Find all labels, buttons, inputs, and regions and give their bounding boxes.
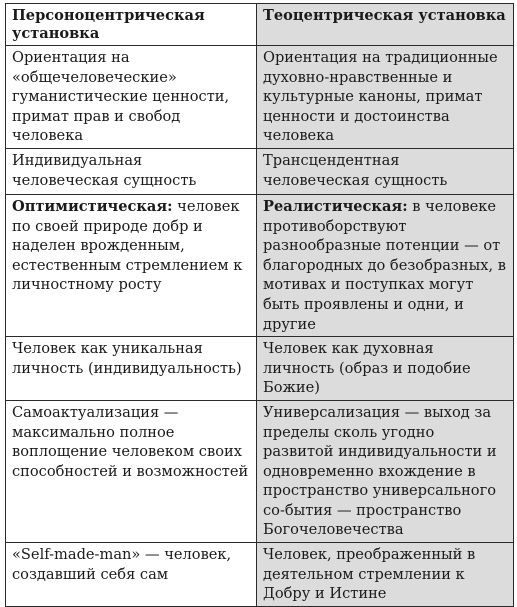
cell-left: «Self-made-man» — человек, создавший себя сам	[6, 543, 257, 607]
table-row	[6, 543, 514, 607]
cell-label: Реалистическая:	[263, 197, 408, 215]
cell-left: Самоактуализация — максимально полное воплощение человеком своих способностей и возможностей	[6, 400, 257, 542]
cell-right	[257, 194, 514, 336]
header-personocentric: Персоноцентрическая установка	[6, 4, 257, 46]
cell-text: в человеке противоборствуют разнообразные потенции — от благородных до безобразных, в мотивах и поступках могут быть проявлены и одни, и другие	[263, 197, 506, 333]
table-row	[6, 148, 514, 194]
cell-right: Человек как духовная личность (образ и подобие Божие)	[257, 337, 514, 401]
cell-right: Трансцендентная человеческая сущность	[257, 148, 514, 194]
table-row	[6, 337, 514, 401]
header-theocentric: Теоцентрическая установка	[257, 4, 514, 46]
cell-right: Универсализация — выход за пределы сколь угодно развитой индивидуальности и одновременно вхождение в пространство универсального со-бытия — пространство Богочеловечества	[257, 400, 514, 542]
cell-right: Ориентация на традиционные духовно-нравственные и культурные каноны, примат ценности и достоинства человека	[257, 46, 514, 149]
cell-right: Человек, преображенный в деятельном стремлении к Добру и Истине	[257, 543, 514, 607]
cell-left	[6, 194, 257, 336]
cell-left: Индивидуальная человеческая сущность	[6, 148, 257, 194]
table-row	[6, 400, 514, 542]
cell-label: Оптимистическая:	[12, 197, 173, 215]
cell-text: человек по своей природе добр и наделен врожденным, естественным стремлением к личностному росту	[12, 197, 243, 294]
table-header-row	[6, 4, 514, 46]
cell-left: Ориентация на «общечеловеческие» гуманистические ценности, примат прав и свобод человека	[6, 46, 257, 149]
comparison-table	[5, 3, 514, 607]
cell-left: Человек как уникальная личность (индивидуальность)	[6, 337, 257, 401]
table-row	[6, 46, 514, 149]
table-row	[6, 194, 514, 336]
